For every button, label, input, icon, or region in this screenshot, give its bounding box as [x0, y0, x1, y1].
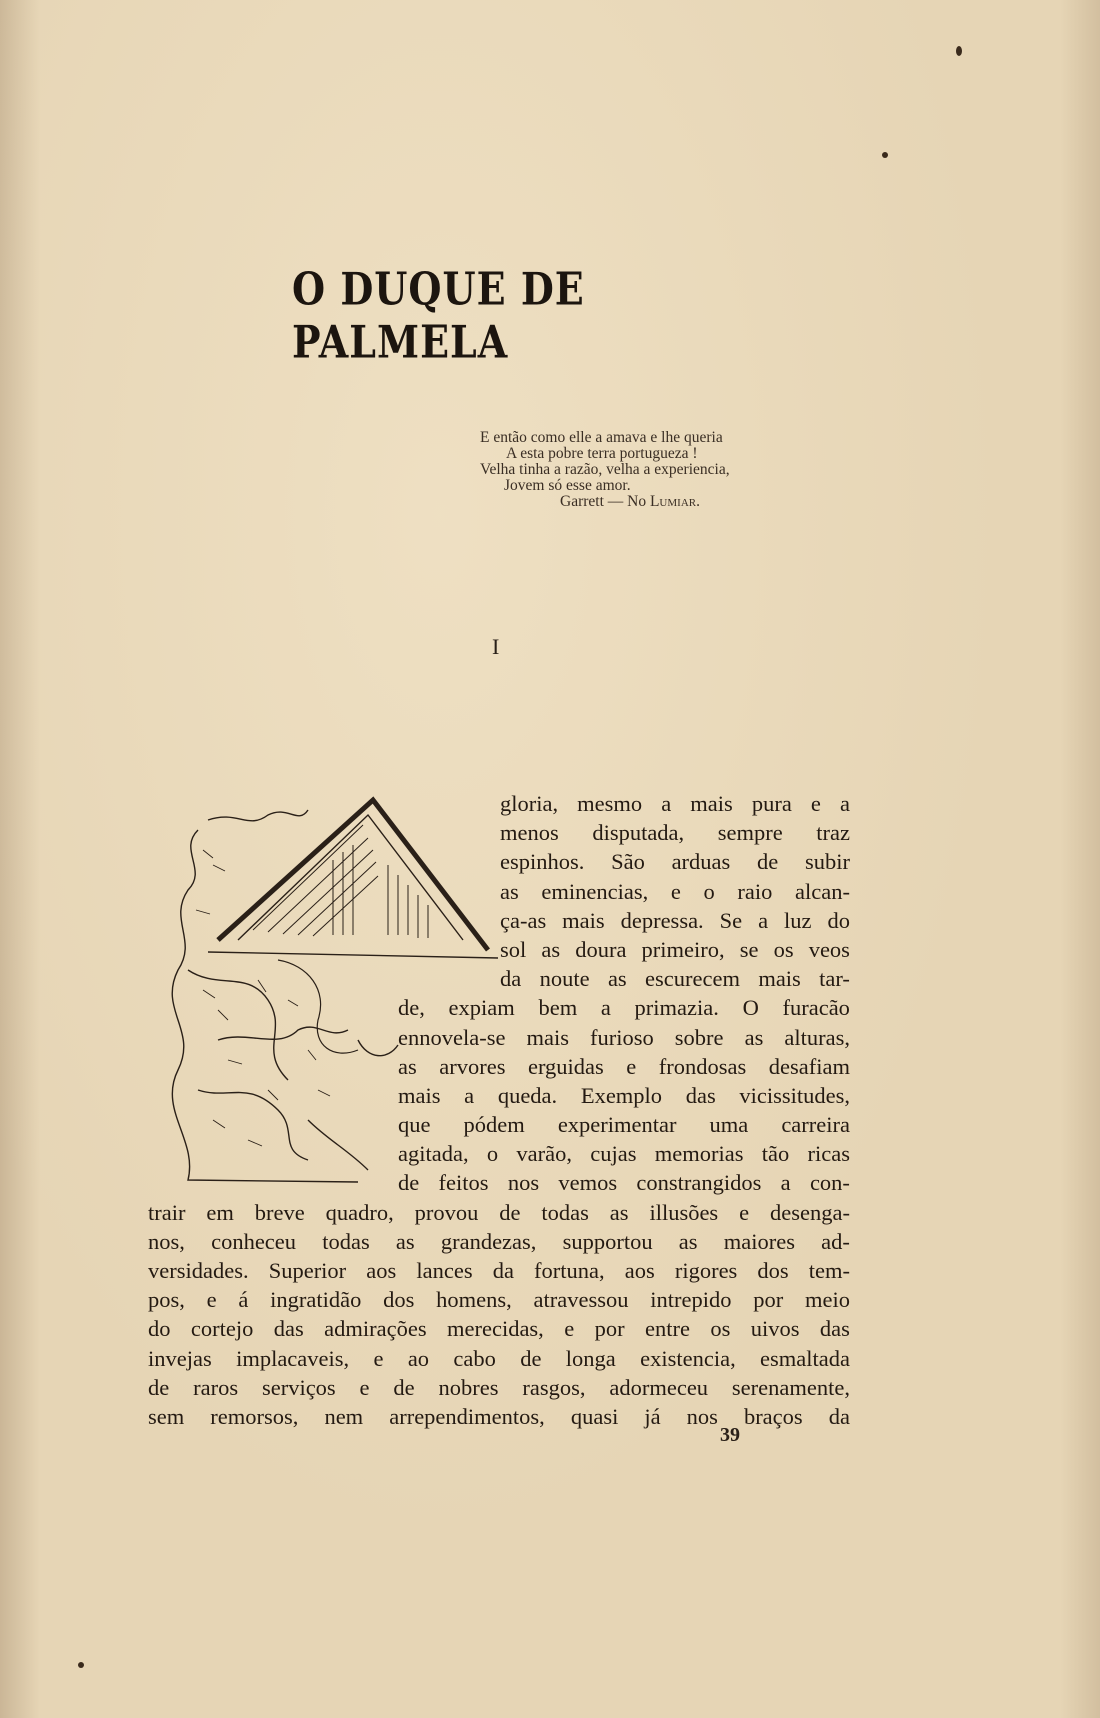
- epigraph-line: E então como elle a amava e lhe queria: [480, 429, 723, 446]
- page-title: O DUQUE DE PALMELA: [292, 262, 585, 369]
- text-line: menos disputada, sempre traz: [500, 820, 850, 846]
- text-line: do cortejo das admirações merecidas, e por entre os uivos das: [148, 1316, 850, 1342]
- epigraph-attribution: [480, 494, 730, 510]
- paper-speck: [956, 46, 962, 56]
- epigraph-line: Velha tinha a razão, velha a experiencia,: [480, 461, 730, 478]
- paper-speck: [78, 1662, 84, 1668]
- text-line: agitada, o varão, cujas memorias tão ricas: [398, 1141, 850, 1167]
- text-line: nos, conheceu todas as grandezas, supportou as maiores ad-: [148, 1228, 850, 1254]
- text-line: trair em breve quadro, provou de todas as illusões e desenga-: [148, 1199, 850, 1225]
- body-text: [148, 789, 850, 1431]
- text-line: invejas implacaveis, e ao cabo de longa existencia, esmaltada: [148, 1345, 850, 1371]
- text-line: as arvores erguidas e frondosas desafiam: [398, 1053, 850, 1079]
- page-number: 39: [720, 1424, 740, 1446]
- text-line: de feitos nos vemos constrangidos a con-: [398, 1170, 850, 1196]
- epigraph: [480, 430, 730, 510]
- text-line: versidades. Superior aos lances da fortuna, aos rigores dos tem-: [148, 1258, 850, 1283]
- text-line: ennovela-se mais furioso sobre as alturas,: [398, 1024, 850, 1050]
- text-line: da noute as escurecem mais tar-: [500, 966, 850, 992]
- text-line: que pódem experimentar uma carreira: [398, 1112, 850, 1138]
- attribution-work: Lumiar.: [649, 493, 700, 510]
- epigraph-line: Jovem só esse amor.: [504, 477, 631, 494]
- text-line: espinhos. São arduas de subir: [500, 849, 850, 875]
- text-line: mais a queda. Exemplo das vicissitudes,: [398, 1082, 850, 1108]
- section-number: I: [492, 634, 500, 659]
- epigraph-line: A esta pobre terra portugueza !: [506, 445, 698, 462]
- attribution-author: Garrett — No: [560, 493, 647, 510]
- text-line: gloria, mesmo a mais pura e a: [500, 791, 850, 816]
- text-line: pos, e á ingratidão dos homens, atravessou intrepido por meio: [148, 1287, 850, 1313]
- text-line: ça-as mais depressa. Se a luz do: [500, 907, 850, 933]
- text-line: sol as doura primeiro, se os veos: [500, 936, 850, 962]
- text-line: as eminencias, e o raio alcan-: [500, 878, 850, 904]
- text-line: de raros serviços e de nobres rasgos, adormeceu serenamente,: [148, 1374, 850, 1400]
- text-line: sem remorsos, nem arrependimentos, quasi já nos braços da: [148, 1403, 850, 1429]
- paper-speck: [882, 152, 888, 158]
- text-line: de, expiam bem a primazia. O furacão: [398, 995, 850, 1021]
